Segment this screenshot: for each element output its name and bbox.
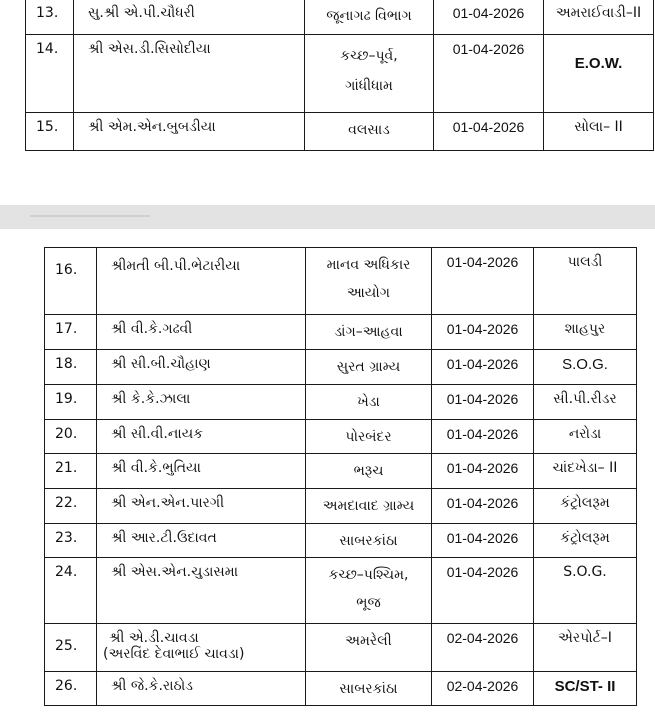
table-row	[45, 350, 637, 385]
new-posting: કંટ્રોલરૂમ	[534, 524, 637, 558]
document-page-2	[0, 229, 655, 713]
table-row	[26, 113, 654, 151]
current-posting	[305, 35, 434, 113]
transfer-table-page-1	[25, 0, 654, 151]
document-page-1	[0, 0, 655, 205]
transfer-date: 01-04-2026	[432, 524, 534, 558]
new-posting: શાહપુર	[534, 315, 637, 350]
officer-name: શ્રી જે.કે.રાઠોડ	[97, 672, 306, 706]
officer-name: સુ.શ્રી એ.પી.ચૌધરી	[74, 0, 305, 35]
serial-number: 20.	[45, 420, 97, 454]
serial-number: 18.	[45, 350, 97, 385]
current-posting: વલસાડ	[305, 113, 434, 151]
current-posting: સાબરકાંઠા	[306, 524, 432, 558]
table-row	[45, 248, 637, 315]
new-posting: S.O.G.	[534, 350, 637, 385]
transfer-date: 01-04-2026	[432, 315, 534, 350]
transfer-date: 01-04-2026	[432, 558, 534, 624]
officer-name-line-2: (અરવિંદ દેવાભાઈ ચાવડા)	[103, 646, 245, 662]
officer-name	[97, 624, 306, 672]
serial-number: 21.	[45, 454, 97, 489]
table-row	[45, 672, 637, 706]
serial-number: 23.	[45, 524, 97, 558]
serial-number: 26.	[45, 672, 97, 706]
current-posting-line-1: કચ્છ–પૂર્વ,	[340, 48, 398, 64]
new-posting: SC/ST- II	[554, 678, 616, 695]
officer-name: શ્રી વી.કે.ભુતિયા	[97, 454, 306, 489]
transfer-date: 01-04-2026	[432, 385, 534, 420]
serial-number: 25.	[45, 624, 97, 672]
current-posting: અમરેલી	[306, 624, 432, 672]
current-posting-line-2: ભૂજ	[356, 595, 381, 611]
new-posting: અમરાઈવાડી–II	[544, 0, 654, 35]
table-row	[45, 454, 637, 489]
officer-name: શ્રી સી.વી.નાયક	[97, 420, 306, 454]
officer-name: શ્રીમતી બી.પી.ભેટારીયા	[97, 248, 306, 315]
transfer-date: 01-04-2026	[434, 0, 544, 35]
officer-name: શ્રી કે.કે.ઝાલા	[97, 385, 306, 420]
current-posting-line-1: કચ્છ–પશ્ચિમ,	[328, 567, 409, 583]
transfer-date: 01-04-2026	[432, 350, 534, 385]
current-posting: પોરબંદર	[306, 420, 432, 454]
new-posting: ચાંદખેડા– II	[534, 454, 637, 489]
current-posting-line-2: આયોગ	[347, 285, 390, 301]
table-row	[45, 524, 637, 558]
transfer-date: 01-04-2026	[434, 35, 544, 113]
transfer-date: 01-04-2026	[432, 454, 534, 489]
officer-name-line-1: શ્રી એ.ડી.ચાવડા	[109, 630, 199, 646]
current-posting: અમદાવાદ ગ્રામ્ય	[306, 489, 432, 524]
current-posting: જૂનાગઢ વિભાગ	[305, 0, 434, 35]
serial-number: 14.	[26, 35, 74, 113]
transfer-date: 02-04-2026	[432, 672, 534, 706]
officer-name: શ્રી સી.બી.ચૌહાણ	[97, 350, 306, 385]
new-posting: કંટ્રોલરૂમ	[534, 489, 637, 524]
table-row	[26, 35, 654, 113]
current-posting: ભરૂચ	[306, 454, 432, 489]
officer-name: શ્રી વી.કે.ગઢવી	[97, 315, 306, 350]
serial-number: 16.	[45, 248, 97, 315]
table-row	[26, 0, 654, 35]
current-posting	[306, 558, 432, 624]
page-separator	[0, 205, 655, 229]
transfer-date: 01-04-2026	[432, 248, 534, 315]
serial-number: 22.	[45, 489, 97, 524]
new-posting: S.O.G.	[534, 558, 637, 624]
current-posting-line-2: ગાંધીધામ	[345, 78, 393, 94]
serial-number: 17.	[45, 315, 97, 350]
new-posting: નરોડા	[534, 420, 637, 454]
new-posting: E.O.W.	[574, 55, 623, 72]
officer-name: શ્રી એમ.એન.બુબડીયા	[74, 113, 305, 151]
transfer-date: 02-04-2026	[432, 624, 534, 672]
current-posting: સુરત ગ્રામ્ય	[306, 350, 432, 385]
new-posting: સોલા– II	[544, 113, 654, 151]
officer-name: શ્રી આર.ટી.ઉદાવત	[97, 524, 306, 558]
serial-number: 13.	[26, 0, 74, 35]
transfer-table-page-2	[44, 247, 637, 706]
transfer-date: 01-04-2026	[432, 489, 534, 524]
table-row	[45, 385, 637, 420]
transfer-date: 01-04-2026	[434, 113, 544, 151]
new-posting: સી.પી.રીડર	[534, 385, 637, 420]
officer-name: શ્રી એસ.ડી.સિસોદીયા	[74, 35, 305, 113]
officer-name: શ્રી એસ.એન.ચુડાસમા	[97, 558, 306, 624]
new-posting-cell	[544, 35, 654, 113]
new-posting: એરપોર્ટ–I	[534, 624, 637, 672]
current-posting: સાબરકાંઠા	[306, 672, 432, 706]
table-row	[45, 420, 637, 454]
current-posting-line-1: માનવ અધિકાર	[326, 257, 411, 273]
officer-name: શ્રી એન.એન.પારગી	[97, 489, 306, 524]
serial-number: 24.	[45, 558, 97, 624]
serial-number: 15.	[26, 113, 74, 151]
table-row	[45, 558, 637, 624]
table-row	[45, 624, 637, 672]
current-posting: ખેડા	[306, 385, 432, 420]
current-posting: ડાંગ–આહવા	[306, 315, 432, 350]
table-row	[45, 315, 637, 350]
current-posting	[306, 248, 432, 315]
serial-number: 19.	[45, 385, 97, 420]
new-posting: પાલડી	[534, 248, 637, 315]
table-row	[45, 489, 637, 524]
new-posting-cell	[534, 672, 637, 706]
transfer-date: 01-04-2026	[432, 420, 534, 454]
